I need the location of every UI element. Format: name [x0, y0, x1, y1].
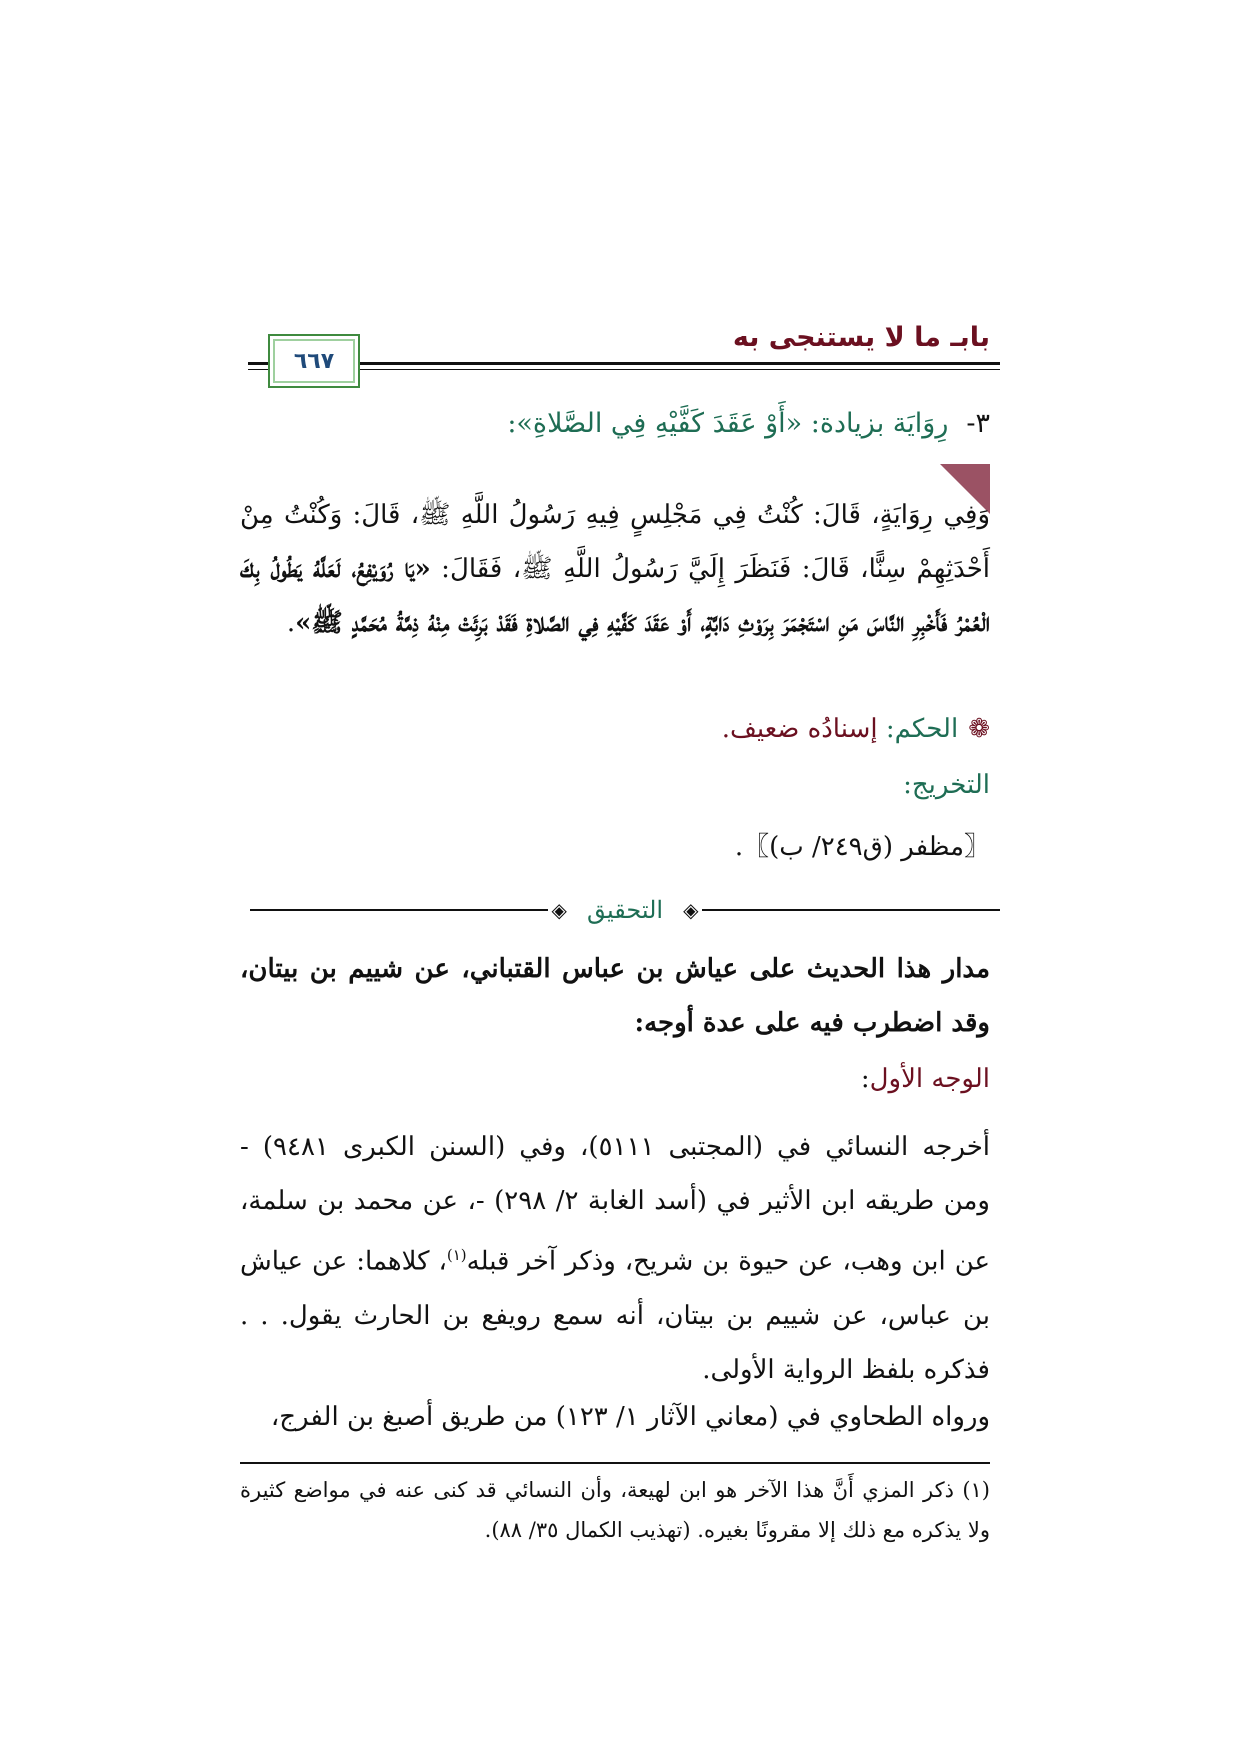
section-number: ٣- [966, 408, 990, 439]
divider-ornament-icon: ◈ [551, 898, 567, 922]
hadith-intro: وَفِي رِوَايَةٍ، قَالَ: كُنْتُ فِي مَجْلِسٍ فِيهِ رَسُولُ اللَّهِ ﷺ، قَالَ: وَكُنْتُ مِنْ أَحْدَثِهِمْ سِنًّا، قَالَ: فَنَظَرَ إِلَيَّ رَسُولُ اللَّهِ ﷺ، فَقَالَ: [240, 500, 991, 584]
narration-paragraph [240, 1120, 990, 1397]
header-rule-thin [248, 369, 1000, 370]
ruling-label: الحكم: [885, 714, 959, 744]
first-aspect-heading [861, 1064, 990, 1094]
hadith-text: «يَا رُوَيْفِعُ، لَعَلَّهُ يَطُولُ بِكَ الْعُمْرُ فَأَخْبِرِ النَّاسَ مَنِ اسْتَجْمَرَ بِرَوْثِ دَابَّةٍ، أَوْ عَقَدَ كَفَّيْهِ فِي الصَّلاةِ فَقَدْ بَرِئَتْ مِنْهُ ذِمَّةُ مُحَمَّدٍ ﷺ» [240, 554, 990, 638]
section-heading [507, 408, 990, 439]
footnote-text: ذكر المزي أَنَّ هذا الآخر هو ابن لهيعة، وأن النسائي قد كنى عنه في مواضع كثيرة ولا يذكره مع ذلك إلا مقرونًا بغيره. (تهذيب الكمال ٣٥/ ٨٨). [240, 1478, 990, 1542]
takhrij-value: 〖مظفر (ق٢٤٩/ ب)〗. [734, 832, 990, 862]
hadith-paragraph [240, 488, 990, 650]
footnote [240, 1470, 990, 1550]
section-title: رِوَايَة بزيادة: «أَوْ عَقَدَ كَفَّيْهِ فِي الصَّلاةِ»: [507, 408, 949, 439]
page-number-badge [268, 334, 360, 388]
chapter-title: بابـ ما لا يستنجى به [732, 322, 990, 353]
footnote-rule [240, 1462, 990, 1464]
ruling-value: إسنادُه ضعيف. [721, 714, 878, 744]
footnote-ref[interactable]: (١) [446, 1246, 467, 1264]
analysis-paragraph: مدار هذا الحديث على عياش بن عباس القتباني، عن شييم بن بيتان، وقد اضطرب فيه على عدة أوجه: [240, 954, 990, 1038]
tahawi-paragraph: ورواه الطحاوي في (معاني الآثار ١/ ١٢٣) من طريق أصبغ بن الفرج، [270, 1402, 990, 1432]
narration-text-a: أخرجه النسائي في (المجتبى ٥١١١)، وفي (السنن الكبرى ٩٤٨١) - ومن طريقه ابن الأثير في (أسد الغابة ٢/ ٢٩٨) -، عن محمد بن سلمة، عن ابن وهب، عن حيوة بن شريح، وذكر آخر قبله [240, 1132, 991, 1277]
divider-title: التحقيق [586, 896, 664, 924]
takhrij-heading: التخريج: [903, 770, 990, 800]
divider-ornament-icon: ◈ [683, 898, 699, 922]
flower-icon: ❁ [968, 714, 990, 744]
section-divider [250, 890, 1000, 930]
footnote-number: (١) [962, 1478, 990, 1502]
narration-text-b: ، كلاهما: عن عياش بن عباس، عن شييم بن بيتان، أنه سمع رويفع بن الحارث يقول. . . فذكره بلفظ الرواية الأولى. [240, 1246, 990, 1385]
divider-line [250, 909, 548, 911]
page-number: ٦٦٧ [293, 348, 335, 374]
first-aspect-label: الوجه الأول [869, 1064, 990, 1094]
header-rule [248, 362, 1000, 365]
hadith-end: . [286, 608, 296, 638]
divider-line [702, 909, 1000, 911]
ruling-line [722, 714, 990, 744]
first-aspect-colon: : [860, 1064, 870, 1094]
